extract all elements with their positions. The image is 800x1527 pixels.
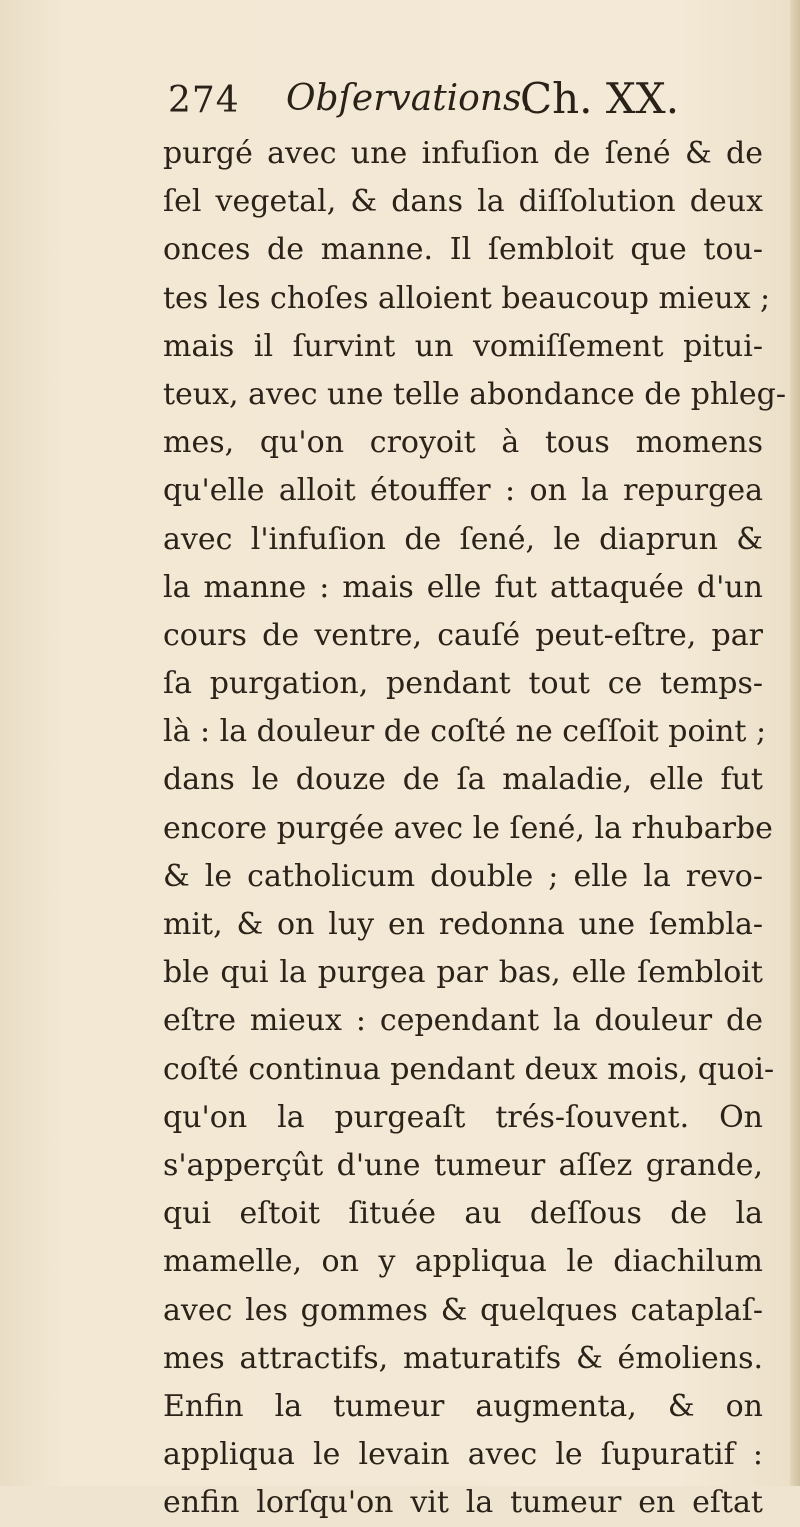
text-line: ſel vegetal, & dans la diſſolution deux <box>163 184 763 220</box>
text-line: ſa purgation, pendant tout ce temps- <box>163 666 763 702</box>
text-line: Enfin la tumeur augmenta, & on <box>163 1388 763 1424</box>
text-line: avec l'infuſion de ſené, le diaprun & <box>163 521 763 557</box>
text-line: qu'on la purgeaſt trés-ſouvent. On <box>163 1099 763 1135</box>
text-line: teux, avec une telle abondance de phleg- <box>163 376 786 412</box>
page-header <box>168 68 728 128</box>
text-line: ble qui la purgea par bas, elle ſembloit <box>163 955 763 991</box>
text-line: mes, qu'on croyoit à tous momens <box>163 425 763 461</box>
text-line: la manne : mais elle fut attaquée d'un <box>163 569 763 605</box>
text-line: mais il ſurvint un vomiſſement pitui- <box>163 328 763 364</box>
text-line: enfin lorſqu'on vit la tumeur en eſtat <box>163 1485 763 1521</box>
text-line: purgé avec une infuſion de ſené & de <box>163 136 763 171</box>
chapter-heading: Ch. XX. <box>520 74 680 123</box>
text-line: appliqua le levain avec le ſupuratif : <box>163 1437 763 1473</box>
text-line: dans le douze de ſa maladie, elle fut <box>163 762 763 798</box>
text-line: s'apperçût d'une tumeur aſſez grande, <box>163 1147 763 1183</box>
text-line: qu'elle alloit étouffer : on la repurgea <box>163 473 763 509</box>
text-line: qui eſtoit ſituée au deſſous de la <box>163 1196 763 1232</box>
text-line: mit, & on luy en redonna une ſembla- <box>163 907 763 942</box>
text-line: tes les choſes alloient beaucoup mieux ; <box>163 280 771 316</box>
text-line: encore purgée avec le ſené, la rhubarbe <box>163 810 773 846</box>
running-title: Obſervations. <box>286 78 533 119</box>
text-line: mamelle, on y appliqua le diachilum <box>163 1244 763 1280</box>
text-line: cours de ventre, cauſé peut-eſtre, par <box>163 617 763 653</box>
page-edge <box>790 0 800 1486</box>
text-line: avec les gommes & quelques cataplaſ- <box>163 1292 763 1328</box>
text-line: & le catholicum double ; elle la revo- <box>163 858 763 894</box>
text-line: eſtre mieux : cependant la douleur de <box>163 1003 763 1039</box>
body-text <box>163 130 786 1527</box>
text-line: coſté continua pendant deux mois, quoi- <box>163 1051 775 1087</box>
text-line: mes attractifs, maturatifs & émoliens. <box>163 1340 763 1376</box>
page-number: 274 <box>168 80 240 121</box>
text-line: onces de manne. Il ſembloit que tou- <box>163 232 763 268</box>
text-line: là : la douleur de coſté ne ceſſoit point ; <box>163 714 767 750</box>
